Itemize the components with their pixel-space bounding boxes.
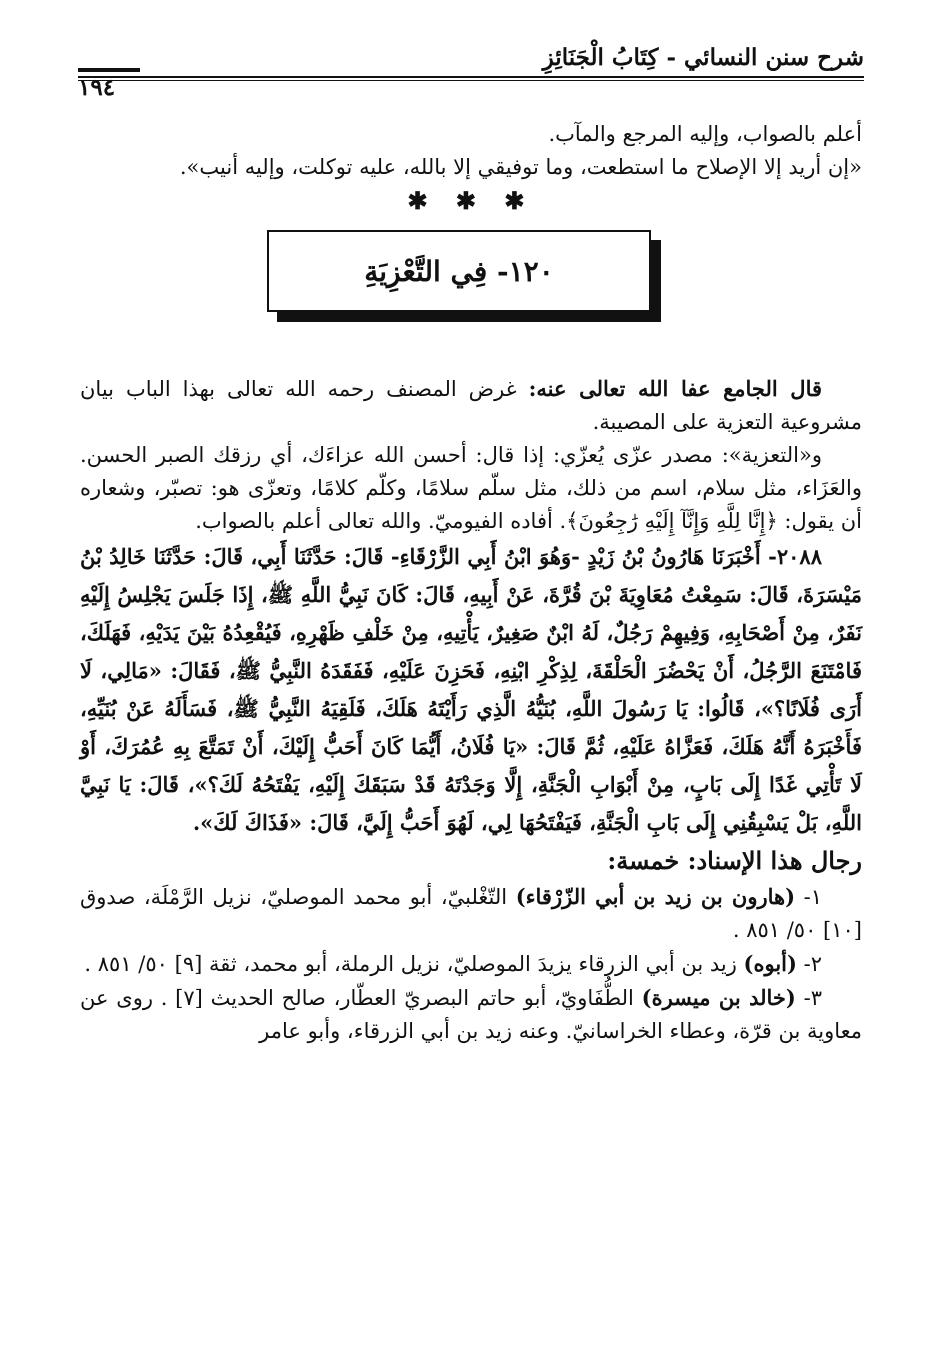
page-content xyxy=(80,118,862,1048)
narrator-item xyxy=(80,981,862,1048)
narrator-name: (أبوه) xyxy=(743,951,797,976)
paragraph-purpose xyxy=(80,372,862,439)
header-title: شرح سنن النسائي - كِتَابُ الْجَنَائِزِ xyxy=(542,44,864,71)
narrator-item xyxy=(80,880,862,947)
running-header xyxy=(78,44,864,106)
intro-line-2: «إن أريد إلا الإصلاح ما استطعت، وما توفيقي إلا بالله، عليه توكلت، وإليه أنيب». xyxy=(179,155,862,179)
section-heading-wrap xyxy=(80,230,862,352)
separator-stars: ✱ ✱ ✱ xyxy=(407,186,535,215)
narrator-name: (هارون بن زيد بن أبي الزّرْقاء) xyxy=(515,884,796,909)
author-note-label: قال الجامع عفا الله تعالى عنه: xyxy=(528,376,823,401)
narrator-details: التّغْلبيّ، أبو محمد الموصليّ، نزيل الرَّمْلَة، صدوق [١٠] ٥٠/ ٨٥١ . xyxy=(80,885,862,942)
narrators-heading: رجال هذا الإسناد: خمسة: xyxy=(607,846,862,875)
paragraph-definition: و«التعزية»: مصدر عزّى يُعزّي: إذا قال: أحسن الله عزاءَك، أي رزقك الصبر الحسن. والعَزَاء، مثل سلام، اسم من ذلك، مثل سلّم سلامًا، وكلّم كلامًا، وتعزّى هو: تصبّر، وشعاره أن يقول: ﴿إِنَّا لِلَّهِ وَإِنَّآ إِلَيْهِ رَٰجِعُونَ﴾. أفاده الفيوميّ. والله تعالى أعلم بالصواب. xyxy=(80,443,862,533)
section-heading: ١٢٠- فِي التَّعْزِيَةِ xyxy=(267,230,651,312)
narrator-details: الطُّفَاويّ، أبو حاتم البصريّ العطّار، صالح الحديث [٧] . روى عن معاوية بن قرّة، وعطاء الخراسانيّ. وعنه زيد بن أبي الزرقاء، وأبو عامر xyxy=(80,986,862,1043)
narrator-number: ٣- xyxy=(795,986,822,1010)
paragraph-purpose-text: غرض المصنف رحمه الله تعالى بهذا الباب بيان مشروعية التعزية على المصيبة. xyxy=(80,377,862,434)
narrator-number: ٢- xyxy=(796,952,822,976)
page-number: ١٩٤ xyxy=(78,74,116,101)
header-rule xyxy=(78,76,864,78)
header-rule-thin xyxy=(78,80,864,81)
narrator-details: زيد بن أبي الزرقاء يزيدَ الموصليّ، نزيل الرملة، أبو محمد، ثقة [٩] ٥٠/ ٨٥١ . xyxy=(84,952,744,976)
narrator-number: ١- xyxy=(795,885,822,909)
hadith-text: ٢٠٨٨- أَخْبَرَنَا هَارُونُ بْنُ زَيْدٍ -وَهُوَ ابْنُ أَبِي الزَّرْقَاءِ- قَالَ: حَدَّثَنَا أَبِي، قَالَ: حَدَّثَنَا خَالِدُ بْنُ مَيْسَرَةَ، قَالَ: سَمِعْتُ مُعَاوِيَةَ بْنَ قُرَّةَ، عَنْ أَبِيهِ، قَالَ: كَانَ نَبِيُّ اللَّهِ ﷺ، إِذَا جَلَسَ يَجْلِسُ إِلَيْهِ نَفَرٌ، مِنْ أَصْحَابِهِ، وَفِيهِمْ رَجُلٌ، لَهُ ابْنٌ صَغِيرٌ، يَأْتِيهِ، مِنْ خَلْفِ ظَهْرِهِ، فَيُقْعِدُهُ بَيْنَ يَدَيْهِ، فَهَلَكَ، فَامْتَنَعَ الرَّجُلُ، أَنْ يَحْضُرَ الْحَلْقَةَ، لِذِكْرِ ابْنِهِ، فَحَزِنَ عَلَيْهِ، فَفَقَدَهُ النَّبِيُّ ﷺ، فَقَالَ: «مَالِي، لَا أَرَى فُلَانًا؟»، قَالُوا: يَا رَسُولَ اللَّهِ، بُنَيُّهُ الَّذِي رَأَيْتَهُ هَلَكَ، فَلَقِيَهُ النَّبِيُّ ﷺ، فَسَأَلَهُ عَنْ بُنَيِّهِ، فَأَخْبَرَهُ أَنَّهُ هَلَكَ، فَعَزَّاهُ عَلَيْهِ، ثُمَّ قَالَ: «يَا فُلَانُ، أَيُّمَا كَانَ أَحَبُّ إِلَيْكَ، أَنْ تَمَتَّعَ بِهِ عُمُرَكَ، أَوْ لَا تَأْتِي غَدًا إِلَى بَابٍ، مِنْ أَبْوَابِ الْجَنَّةِ، إِلَّا وَجَدْتَهُ قَدْ سَبَقَكَ إِلَيْهِ، يَفْتَحُهُ لَكَ؟»، قَالَ: يَا نَبِيَّ اللَّهِ، بَلْ يَسْبِقُنِي إِلَى بَابِ الْجَنَّةِ، فَيَفْتَحُهَا لِي، لَهُوَ أَحَبُّ إِلَيَّ، قَالَ: «فَذَاكَ لَكَ». xyxy=(80,544,862,835)
intro-line-1: أعلم بالصواب، وإليه المرجع والمآب. xyxy=(548,122,862,146)
narrator-item xyxy=(80,947,862,981)
narrator-name: (خالد بن ميسرة) xyxy=(641,985,796,1010)
page-number-ornament xyxy=(78,56,140,76)
